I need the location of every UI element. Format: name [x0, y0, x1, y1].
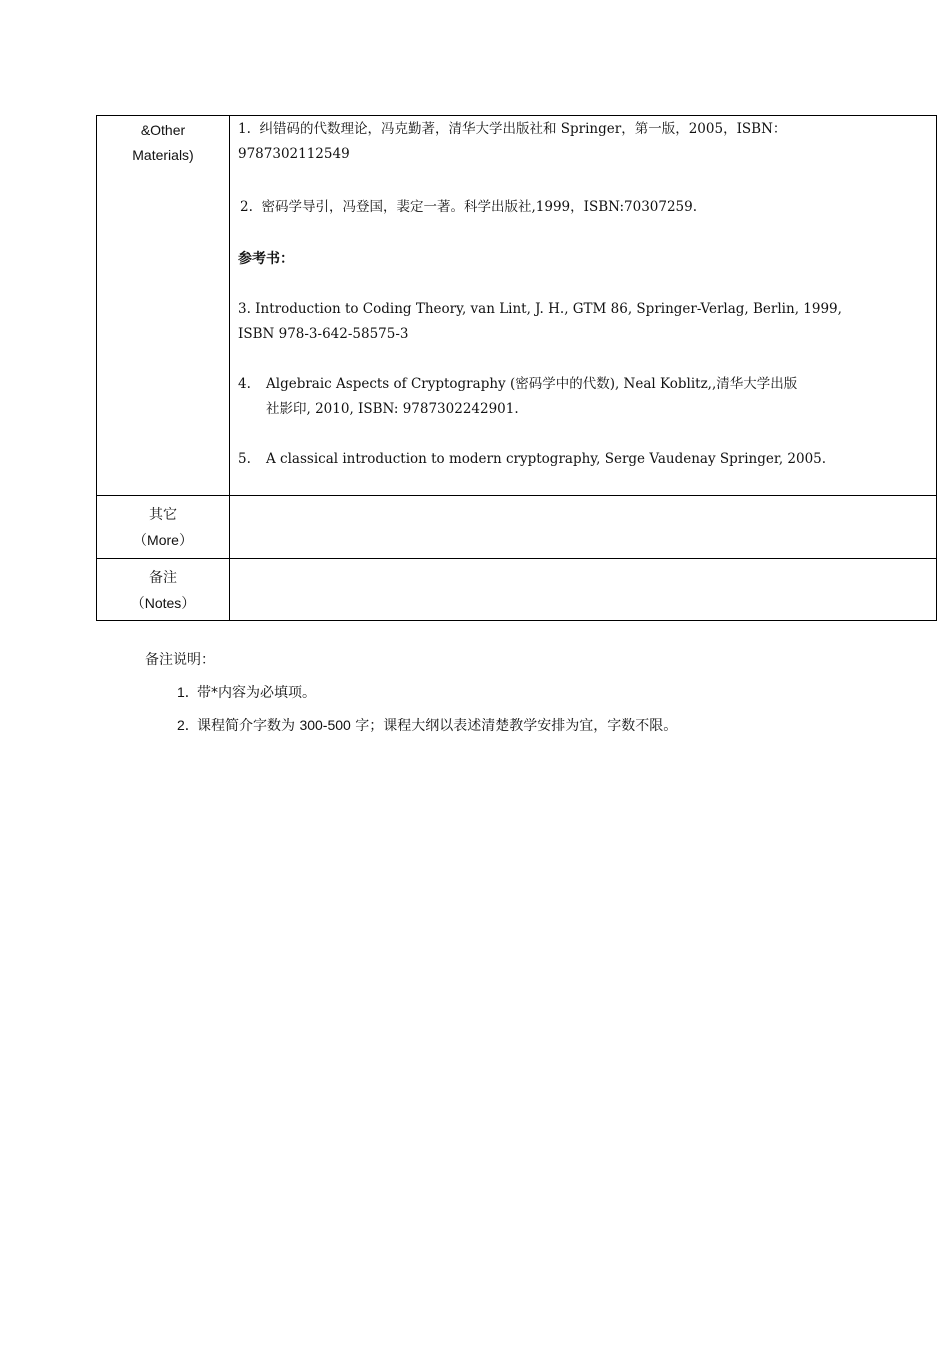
footnote-number: 2． — [177, 717, 199, 733]
item-number: 1. — [238, 121, 251, 137]
textbook-item-2 — [240, 195, 928, 220]
materials-label-line1: &Other — [140, 122, 186, 138]
item-text: A classical introduction to modern cryptography, Serge Vaudenay Springer, 2005. — [266, 451, 827, 467]
footnote-item — [177, 680, 677, 705]
item-text-cont: ISBN 978-3-642-58575-3 — [238, 326, 409, 342]
more-content — [238, 496, 928, 558]
reference-item-3 — [238, 297, 928, 347]
footnote-text: 课程简介字数为 — [197, 718, 300, 734]
notes-label-en: （Notes） — [130, 595, 196, 611]
textbook-item-1 — [238, 117, 928, 167]
item-text-cont: 9787302112549 — [238, 146, 350, 162]
table-column-divider — [229, 116, 230, 620]
reference-item-4 — [238, 372, 928, 422]
item-text-cont: 社影印, 2010, ISBN: 9787302242901. — [266, 401, 519, 417]
notes-content — [238, 559, 928, 621]
item-number: 4. — [238, 376, 251, 392]
item-number: 2. — [240, 199, 253, 215]
materials-label-line2: Materials) — [132, 147, 194, 163]
reference-books-heading: 参考书： — [238, 251, 294, 267]
reference-item-5 — [238, 447, 928, 472]
item-text: Algebraic Aspects of Cryptography (密码学中的代数), Neal Koblitz,,清华大学出版 — [266, 376, 798, 392]
footnote-text: 带*内容为必填项。 — [197, 685, 316, 701]
item-text: 纠错码的代数理论，冯克勤著，清华大学出版社和 Springer，第一版，2005，ISBN： — [259, 121, 787, 137]
footnote-text-cont: 字；课程大纲以表述清楚教学安排为宜，字数不限。 — [350, 718, 678, 734]
footnote-item — [177, 713, 677, 738]
item-text: 3. Introduction to Coding Theory, van Lint, J. H., GTM 86, Springer-Verlag, Berlin, 1999, — [238, 301, 842, 317]
course-info-table — [96, 115, 937, 621]
notes-label — [97, 566, 229, 616]
more-label-cn: 其它 — [149, 507, 177, 523]
materials-label — [97, 118, 229, 168]
item-text: 密码学导引，冯登国，裴定一著。科学出版社,1999，ISBN:70307259. — [261, 199, 698, 215]
materials-content — [238, 117, 928, 493]
footnote-number: 1． — [177, 684, 199, 700]
footnote-range: 300-500 — [299, 717, 351, 733]
notes-label-cn: 备注 — [149, 570, 177, 586]
item-number: 5. — [238, 451, 251, 467]
more-label — [97, 503, 229, 553]
footnotes — [145, 648, 678, 738]
footnotes-title: 备注说明： — [145, 652, 215, 668]
more-label-en: （More） — [133, 532, 193, 548]
